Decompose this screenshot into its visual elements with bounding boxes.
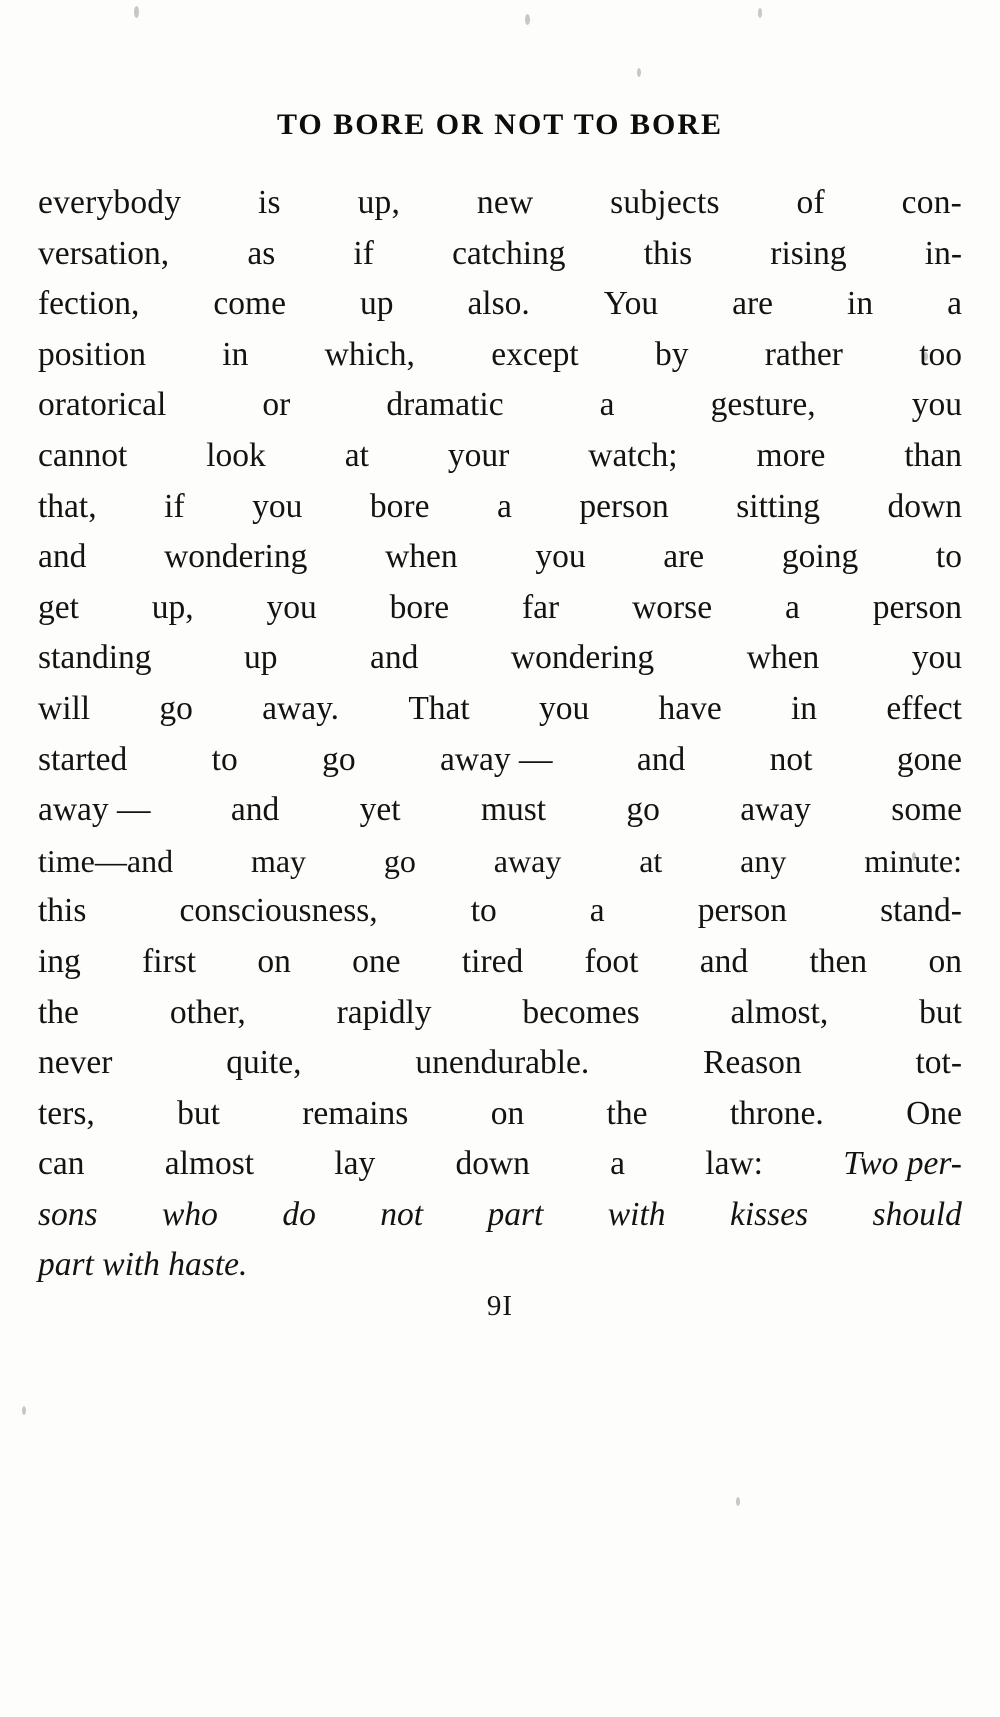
line-word-italic: with xyxy=(607,1195,666,1233)
line-word: going xyxy=(781,538,859,576)
line-word: to xyxy=(470,892,497,930)
line-word: in xyxy=(847,285,874,323)
line-word: to xyxy=(211,740,238,778)
line-word: in xyxy=(222,335,249,373)
line-word: except xyxy=(491,335,579,373)
line-word: and xyxy=(370,639,419,677)
line-word: rapidly xyxy=(336,993,432,1031)
line-word: when xyxy=(746,639,820,677)
line-word: law: xyxy=(705,1145,763,1183)
line-word: go xyxy=(322,740,356,778)
text-line xyxy=(36,988,964,1039)
line-word: look xyxy=(206,436,266,474)
scan-speck xyxy=(22,1406,26,1415)
line-word: you xyxy=(911,639,962,677)
line-word: you xyxy=(535,538,586,576)
line-word: almost xyxy=(164,1145,255,1183)
line-word: when xyxy=(385,538,458,576)
text-line: part with haste. xyxy=(38,1246,248,1284)
line-word: minute: xyxy=(864,842,962,879)
line-word: in- xyxy=(924,234,962,272)
scan-speck xyxy=(736,1497,740,1506)
line-word-italic: should xyxy=(872,1195,962,1233)
line-word: almost, xyxy=(730,993,829,1031)
line-word: person xyxy=(697,892,788,930)
line-word: person xyxy=(579,487,669,525)
scan-speck xyxy=(525,14,530,25)
line-word: as xyxy=(247,234,276,272)
line-word: than xyxy=(904,436,962,474)
line-word: or xyxy=(262,386,291,424)
line-word: away. xyxy=(262,689,340,727)
line-word: quite, xyxy=(226,1044,302,1082)
line-word: a xyxy=(599,386,615,424)
line-word: then xyxy=(809,942,868,980)
line-word-italic: Two per- xyxy=(843,1145,962,1183)
line-word: bore xyxy=(389,588,450,626)
text-line xyxy=(36,785,964,836)
text-line xyxy=(36,279,964,330)
line-word: and xyxy=(38,538,87,576)
line-word: the xyxy=(606,1094,648,1132)
line-word: worse xyxy=(632,588,713,626)
line-word: but xyxy=(919,993,962,1031)
line-word: down xyxy=(887,487,962,525)
line-word: becomes xyxy=(522,993,640,1031)
line-word: ters, xyxy=(38,1094,95,1132)
line-word: is xyxy=(258,184,281,221)
line-word: one xyxy=(352,942,401,980)
line-word: which, xyxy=(324,335,415,373)
line-word: and xyxy=(230,791,280,829)
running-head: TO BORE OR NOT TO BORE xyxy=(276,108,724,141)
line-word: a xyxy=(784,588,800,626)
line-word-italic: who xyxy=(162,1195,218,1233)
line-word: not xyxy=(769,740,813,778)
line-word: of xyxy=(796,184,825,221)
text-line xyxy=(36,532,964,583)
line-word: away — xyxy=(439,740,553,778)
line-word: come xyxy=(213,285,286,323)
scan-speck xyxy=(134,6,139,18)
line-word: away xyxy=(493,842,562,879)
line-word: any xyxy=(740,842,787,879)
page-number: 9I xyxy=(486,1290,514,1322)
scan-speck xyxy=(758,8,762,18)
text-line xyxy=(36,431,964,482)
line-word: consciousness, xyxy=(179,892,378,930)
text-line xyxy=(36,583,964,634)
text-line xyxy=(36,1190,964,1241)
line-word: up xyxy=(244,639,278,677)
line-word: the xyxy=(38,993,79,1031)
line-word: That xyxy=(408,689,470,727)
line-word: rising xyxy=(770,234,847,272)
line-word: on xyxy=(490,1094,525,1132)
line-word: and xyxy=(636,740,686,778)
text-line xyxy=(36,380,964,431)
line-word: if xyxy=(164,487,185,525)
line-word: some xyxy=(891,791,962,829)
line-word: you xyxy=(252,487,303,525)
line-word: away xyxy=(740,791,811,829)
line-word: go xyxy=(383,842,416,879)
text-line xyxy=(36,937,964,988)
line-word: fection, xyxy=(38,285,140,323)
line-word: time—and xyxy=(38,842,174,879)
line-word: go xyxy=(626,791,660,829)
line-word: go xyxy=(159,689,193,727)
text-line xyxy=(36,886,964,937)
line-word: gone xyxy=(896,740,962,778)
line-word: first xyxy=(142,942,197,980)
line-word: far xyxy=(522,588,560,626)
line-word: other, xyxy=(169,993,246,1031)
scan-speck xyxy=(637,68,641,77)
line-word: your xyxy=(447,436,510,474)
text-line xyxy=(36,836,964,887)
line-word: Reason xyxy=(703,1044,802,1082)
line-word: you xyxy=(538,689,590,727)
line-word: must xyxy=(480,791,547,829)
line-word: new xyxy=(476,184,534,221)
line-word: up, xyxy=(151,588,194,626)
line-word: are xyxy=(732,285,774,323)
line-word: oratorical xyxy=(38,386,167,424)
line-word: never xyxy=(38,1044,113,1082)
line-word: tot- xyxy=(915,1044,962,1082)
line-word: remains xyxy=(302,1094,409,1132)
line-word: wondering xyxy=(164,538,308,576)
line-word-italic: do xyxy=(282,1195,316,1233)
line-word: gesture, xyxy=(710,386,816,424)
line-word: You xyxy=(603,285,659,323)
line-word: more xyxy=(756,436,826,474)
line-word: away — xyxy=(38,791,151,829)
line-word: down xyxy=(455,1145,530,1183)
body-text xyxy=(36,178,964,1291)
line-word: get xyxy=(38,588,79,626)
line-word-italic: part xyxy=(487,1195,544,1233)
line-word-italic: sons xyxy=(38,1195,98,1233)
line-word: watch; xyxy=(588,436,678,474)
line-word: dramatic xyxy=(386,386,504,424)
line-word: everybody xyxy=(38,184,182,221)
line-word: at xyxy=(344,436,369,474)
line-word: a xyxy=(610,1145,626,1183)
text-line xyxy=(36,684,964,735)
line-word: wondering xyxy=(510,639,655,677)
line-word: One xyxy=(906,1094,962,1132)
line-word: tired xyxy=(461,942,524,980)
text-line xyxy=(36,1038,964,1089)
line-word: stand- xyxy=(880,892,962,930)
line-word: sitting xyxy=(736,487,821,525)
line-word: ing xyxy=(38,942,81,980)
text-line xyxy=(36,1089,964,1140)
line-word: at xyxy=(639,842,663,879)
line-word: will xyxy=(38,689,91,727)
text-line xyxy=(36,1139,964,1190)
line-word: that, xyxy=(38,487,97,525)
line-word: catching xyxy=(452,234,566,272)
line-word: versation, xyxy=(38,234,170,272)
line-word: are xyxy=(663,538,705,576)
line-word: started xyxy=(38,740,128,778)
line-word: on xyxy=(928,942,962,980)
line-word: on xyxy=(257,942,291,980)
line-word: you xyxy=(266,588,317,626)
line-word: con- xyxy=(901,184,962,221)
line-word: if xyxy=(353,234,374,272)
line-word: a xyxy=(947,285,962,323)
line-word: person xyxy=(872,588,962,626)
line-word: may xyxy=(250,842,307,879)
line-word: this xyxy=(38,892,87,930)
line-word: too xyxy=(919,335,962,373)
text-line xyxy=(36,330,964,381)
line-word: foot xyxy=(584,942,639,980)
line-word: cannot xyxy=(38,436,128,474)
line-word: to xyxy=(935,538,962,576)
line-word: a xyxy=(496,487,512,525)
line-word: up, xyxy=(357,184,401,221)
line-word: rather xyxy=(764,335,843,373)
line-word: you xyxy=(911,386,962,424)
line-word: lay xyxy=(334,1145,376,1183)
line-word: but xyxy=(177,1094,220,1132)
line-word-italic: not xyxy=(380,1195,424,1233)
text-line xyxy=(36,735,964,786)
line-word: have xyxy=(658,689,722,727)
text-line xyxy=(36,482,964,533)
line-word-italic: kisses xyxy=(729,1195,809,1233)
line-word: up xyxy=(359,285,394,323)
line-word: subjects xyxy=(610,184,720,221)
line-word: in xyxy=(791,689,818,727)
line-word: and xyxy=(699,942,749,980)
line-word: unendurable. xyxy=(415,1044,590,1082)
line-word: position xyxy=(38,335,146,373)
line-word: can xyxy=(38,1145,85,1183)
line-word: a xyxy=(589,892,605,930)
line-word: effect xyxy=(886,689,962,727)
line-word: bore xyxy=(369,487,430,525)
line-word: by xyxy=(654,335,689,373)
line-word: yet xyxy=(359,791,401,829)
text-line xyxy=(36,229,964,280)
line-word: standing xyxy=(38,639,152,677)
line-word: this xyxy=(643,234,693,272)
text-line xyxy=(36,178,964,229)
line-word: throne. xyxy=(729,1094,824,1132)
line-word: also. xyxy=(467,285,530,323)
text-line xyxy=(36,633,964,684)
